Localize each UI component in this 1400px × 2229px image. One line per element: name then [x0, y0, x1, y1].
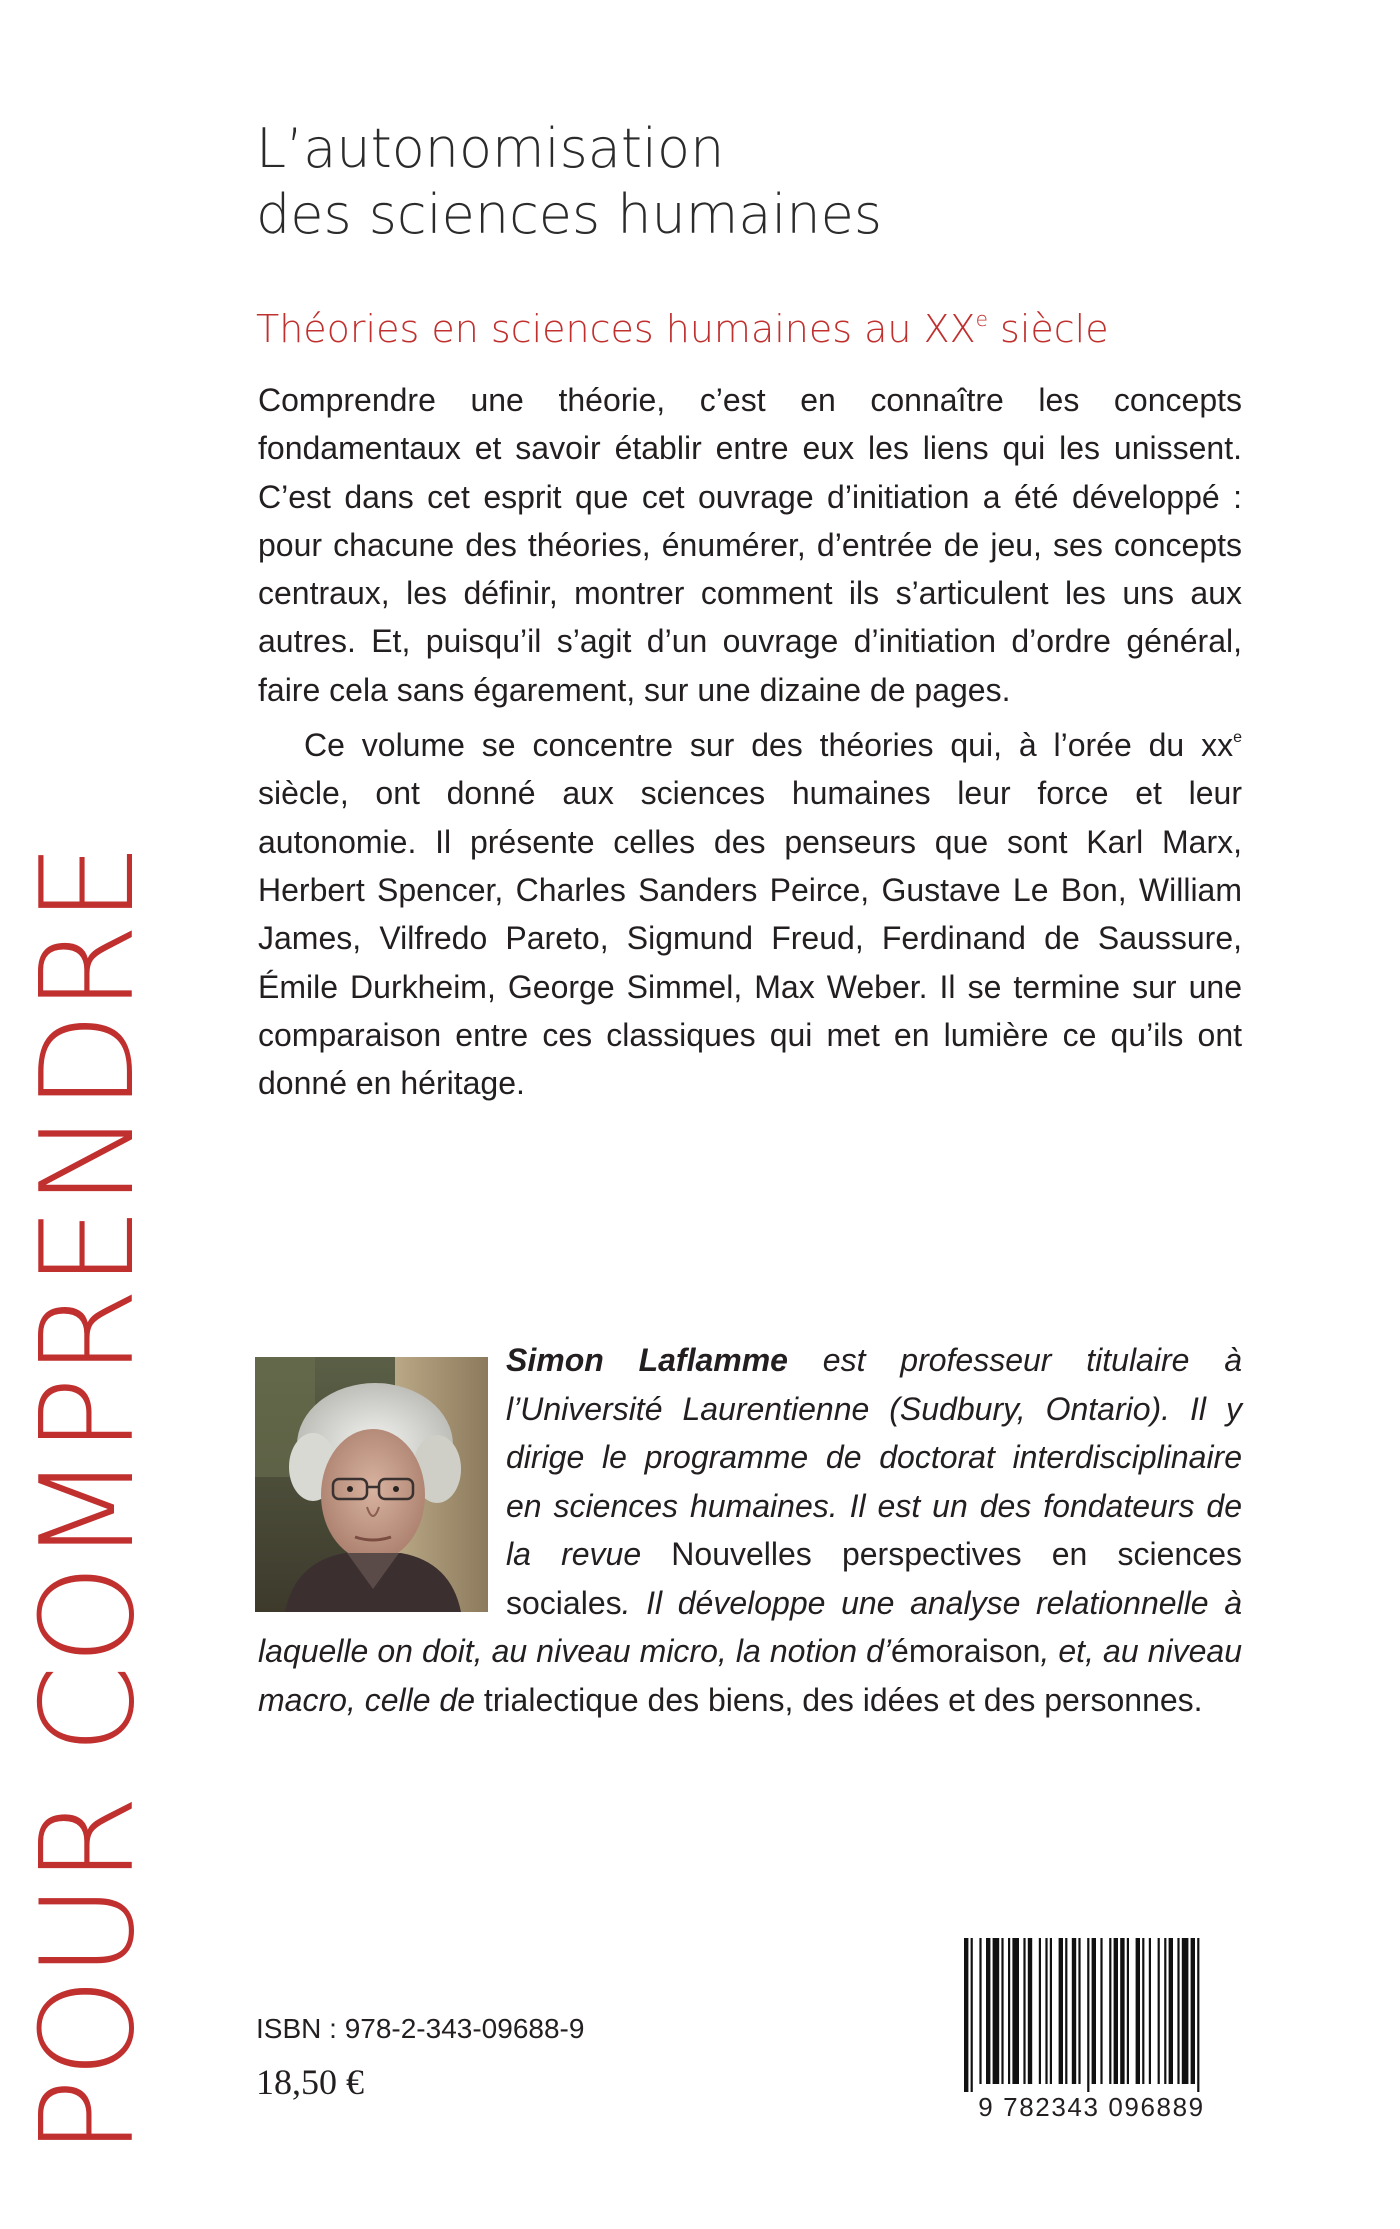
barcode-bar [1177, 1938, 1179, 2084]
barcode-bar [1169, 1938, 1173, 2084]
author-bio [258, 1336, 1242, 1724]
barcode-bar [1100, 1938, 1102, 2084]
bio-concept-1: émoraison [891, 1633, 1041, 1669]
description-paragraph-2 [258, 714, 1242, 1107]
barcode-bar [1158, 1938, 1160, 2084]
barcode-bar [1164, 1938, 1166, 2084]
bio-segment-4: . [1193, 1681, 1203, 1718]
subtitle-tail: siècle [987, 307, 1109, 351]
photo-float-spacer [258, 1336, 506, 1626]
series-label: POUR COMPRENDRE [14, 842, 163, 2156]
series-label-container [14, 842, 163, 2156]
barcode-bar [1191, 1938, 1195, 2084]
subtitle-text: Théories en sciences humaines au XX [256, 307, 976, 351]
barcode-bar [1197, 1938, 1199, 2092]
barcode [950, 1932, 1233, 2126]
barcode-bar [1136, 1938, 1140, 2084]
bio-concept-2: trialectique des biens, des idées et des personnes [483, 1681, 1194, 1718]
barcode-bar [1092, 1938, 1096, 2084]
bio-segment-1: est professeur titulaire à l’Université Laurentienne (Sudbury, Ontario). Il y dirige le programme de doctorat interdisciplinaire en sciences humaines. Il est un des fondateurs de la revue [506, 1342, 1243, 1572]
barcode-bar [1023, 1938, 1025, 2084]
barcode-bar [1028, 1938, 1032, 2084]
barcode-bar [979, 1938, 981, 2084]
barcode-bar [1050, 1938, 1052, 2084]
barcode-bar [1008, 1938, 1010, 2084]
barcode-bar [1078, 1938, 1080, 2084]
barcode-bar [986, 1938, 990, 2084]
description-p2-end: siècle, ont donné aux sciences humaines leur force et leur autonomie. Il présente celles des penseurs que sont Karl Marx, Herbert Spencer, Charles Sanders Peirce, Gustave Le Bon, William James, Vilfredo Pareto, Sigmund Freud, Ferdinand de Saussure, Émile Durkheim, George Simmel, Max Weber. Il se termine sur une comparaison entre ces classiques qui met en lumière ce qu’ils ont donné en héritage. [258, 775, 1242, 1102]
subtitle-superscript: e [975, 307, 988, 331]
barcode-bar [1114, 1938, 1118, 2084]
barcode-bar [1149, 1938, 1151, 2084]
author-name: Simon Laflamme [506, 1342, 788, 1378]
price: 18,50 € [256, 2062, 364, 2102]
barcode-bar [1012, 1938, 1019, 2084]
isbn: ISBN : 978-2-343-09688-9 [256, 2013, 585, 2044]
barcode-bars [950, 1932, 1233, 2092]
barcode-digits: 9 782343 096889 [978, 2092, 1205, 2122]
bio-segment-2: . Il développe une analyse relationnelle à laquelle on doit, au niveau micro, la notion d’ [258, 1584, 1242, 1669]
barcode-bar [1109, 1938, 1111, 2084]
barcode-bar [1045, 1938, 1047, 2084]
barcode-bar [993, 1938, 1000, 2084]
barcode-bar [1142, 1938, 1144, 2084]
book-title-line-1: L’autonomisation [256, 117, 725, 180]
barcode-bar [1065, 1938, 1067, 2084]
barcode-bar [1127, 1938, 1129, 2084]
barcode-bar [1039, 1938, 1041, 2084]
barcode-bar [1182, 1938, 1189, 2084]
description-p2-superscript: e [1233, 729, 1242, 747]
barcode-bar [964, 1938, 968, 2092]
bio-segment-3: , et, au niveau macro, celle de [258, 1633, 1243, 1718]
bio-journal: Nouvelles perspectives en sciences sociales [506, 1536, 1243, 1621]
book-description [258, 376, 1242, 1107]
book-subtitle [256, 296, 1109, 352]
barcode-bar [1087, 1938, 1089, 2092]
book-title-line-2: des sciences humaines [256, 183, 883, 246]
barcode-bar [1072, 1938, 1076, 2084]
book-title [256, 116, 882, 248]
barcode-bar [1001, 1938, 1003, 2084]
description-p2-start: Ce volume se concentre sur des théories qui, à l’orée du xx [304, 727, 1234, 764]
barcode-bar [971, 1938, 973, 2092]
barcode-bar [1059, 1938, 1063, 2084]
barcode-bar [1120, 1938, 1124, 2084]
description-paragraph-1: Comprendre une théorie, c’est en connaître les concepts fondamentaux et savoir établir entre eux les liens qui les unissent. C’est dans cet esprit que cet ouvrage d’initiation a été développé : pour chacune des théories, énumérer, d’entrée de jeu, ses concepts centraux, les définir, montrer comment ils s’articulent les uns aux autres. Et, puisqu’il s’agit d’un ouvrage d’initiation d’ordre général, faire cela sans égarement, sur une dizaine de pages. [258, 382, 1242, 708]
